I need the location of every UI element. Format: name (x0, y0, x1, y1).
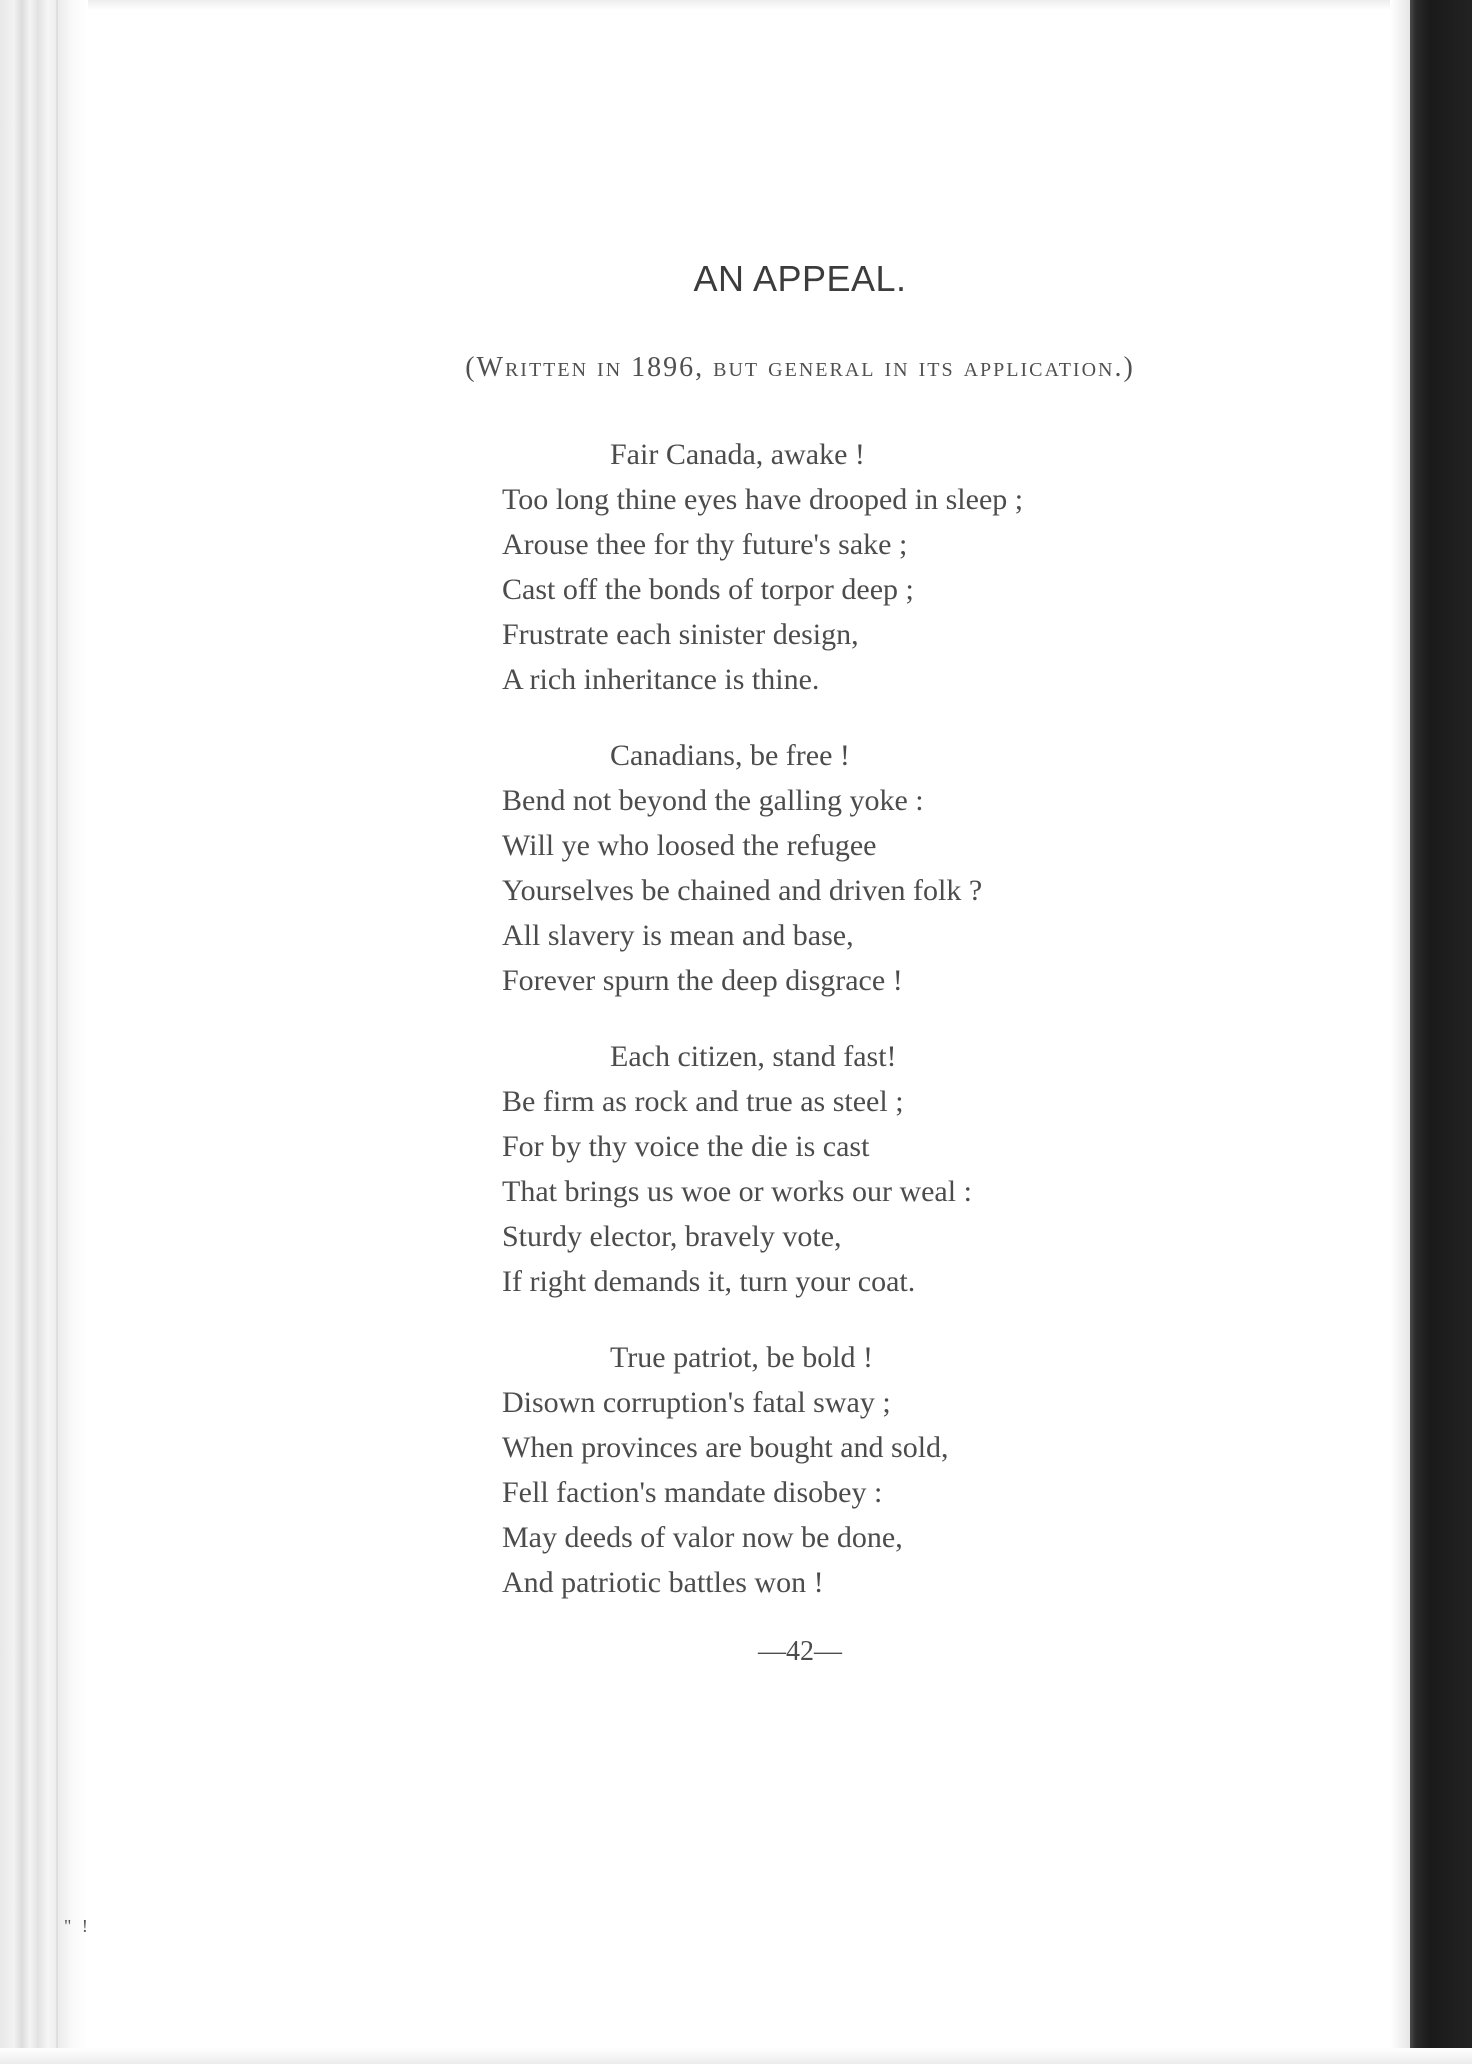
poem-line: If right demands it, turn your coat. (502, 1265, 916, 1298)
poem-line: Frustrate each sinister design, (502, 618, 859, 651)
book-binding-edge (0, 0, 88, 2064)
poem-line: Will ye who loosed the refugee (502, 829, 877, 862)
page-right-shadow (1390, 0, 1410, 2064)
page-number: —42— (758, 1636, 842, 1667)
poem-line: Be firm as rock and true as steel ; (502, 1085, 904, 1118)
gutter-marks: " ! (64, 1916, 91, 1936)
poem-line: A rich inheritance is thine. (502, 663, 820, 696)
poem-line: Disown corruption's fatal sway ; (502, 1386, 891, 1419)
poem-line: When provinces are bought and sold, (502, 1431, 949, 1464)
poem-line: May deeds of valor now be done, (502, 1521, 903, 1554)
stanza-3 (502, 1034, 1242, 1304)
poem-line: For by thy voice the die is cast (502, 1130, 870, 1163)
poem-line: Each citizen, stand fast! (610, 1040, 897, 1073)
poem-line: Sturdy elector, bravely vote, (502, 1220, 842, 1253)
stanza-1 (502, 432, 1242, 702)
poem-line: And patriotic battles won ! (502, 1566, 824, 1599)
poem-line: Fair Canada, awake ! (610, 438, 865, 471)
poem-line: Canadians, be free ! (610, 739, 850, 772)
poem-line: Yourselves be chained and driven folk ? (502, 874, 983, 907)
stanza-2 (502, 733, 1242, 1003)
poem-title: AN APPEAL. (693, 258, 907, 299)
scan-right-border (1410, 0, 1472, 2064)
page-top-edge (0, 0, 1472, 10)
poem-line: True patriot, be bold ! (610, 1341, 874, 1374)
stanza-4 (502, 1335, 1242, 1605)
poem-line: Cast off the bonds of torpor deep ; (502, 573, 914, 606)
poem-line: Forever spurn the deep disgrace ! (502, 964, 903, 997)
page-bottom-edge (0, 2048, 1472, 2064)
poem-line: Fell faction's mandate disobey : (502, 1476, 883, 1509)
poem-line: Arouse thee for thy future's sake ; (502, 528, 908, 561)
poem-line: All slavery is mean and base, (502, 919, 854, 952)
poem-line: That brings us woe or works our weal : (502, 1175, 972, 1208)
poem-line: Too long thine eyes have drooped in sleep ; (502, 483, 1024, 516)
poem-subtitle: (Written in 1896, but general in its application.) (465, 352, 1135, 383)
poem-body (502, 432, 1242, 1636)
poem-line: Bend not beyond the galling yoke : (502, 784, 924, 817)
